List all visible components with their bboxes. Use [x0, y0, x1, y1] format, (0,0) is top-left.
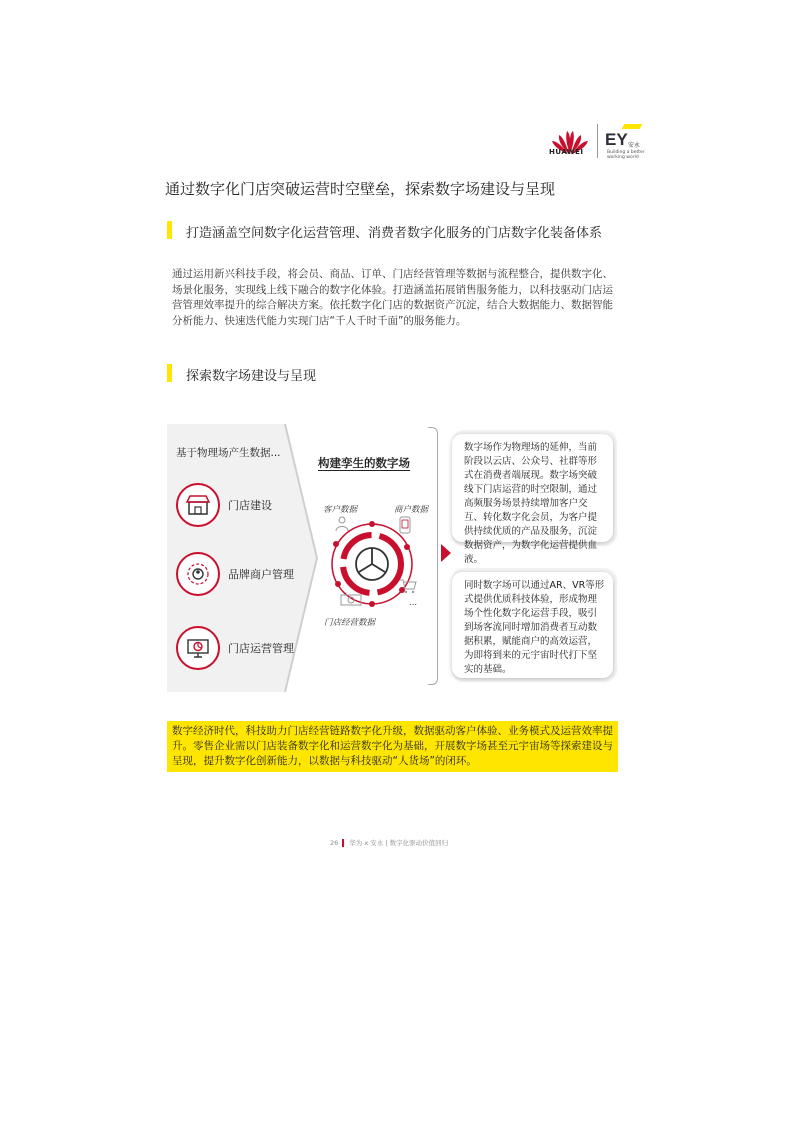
info-card-1-wrap [452, 430, 617, 565]
customer-data-label: 客户数据 [323, 505, 358, 515]
storefront-icon [176, 483, 220, 527]
physical-item-store-ops [176, 626, 294, 670]
huawei-logo-icon [549, 122, 591, 162]
ey-logo: EY [605, 130, 628, 149]
section1-paragraph: 通过运用新兴科技手段，将会员、商品、订单、门店经营管理等数据与流程整合，提供数字化、场景化服务，实现线上线下融合的数字化体验。打造涵盖拓展销售服务能力，以科技驱动门店运营管理效率提升的综合解决方案。依托数字化门店的数据资产沉淀，结合大数据能力、数据智能分析能力、快速迭代能力实现门店“千人千时千面”的服务能力。 [172, 268, 613, 327]
info-card-2-wrap [452, 568, 617, 682]
page-footer [330, 838, 448, 847]
cards-bracket [428, 427, 438, 685]
monitor-chart-icon [176, 626, 220, 670]
physical-field-label: 基于物理场产生数据... [176, 447, 281, 459]
info-card-1: 数字场作为物理场的延伸，当前阶段以云店、公众号、社群等形式在消费者端展现。数字场突破线下门店运营的时空限制，通过高频服务场景持续增加客户交互、转化数字化会员，为客户提供持续优质的产品及服务，沉淀数据资产，为数字化运营提供血液。 [452, 434, 613, 542]
merchant-data-label: 商户数据 [394, 505, 429, 515]
digital-twin-title: 构建孪生的数字场 [318, 456, 410, 470]
huawei-wordmark: HUAWEI [549, 148, 584, 156]
ey-logo-bar-icon [622, 124, 643, 129]
page-title: 通过数字化门店突破运营时空壁垒，探索数字场建设与呈现 [165, 180, 556, 198]
merchant-network-icon [176, 552, 220, 596]
more-data-label: ... [409, 598, 418, 608]
pointer-arrow-icon [441, 544, 451, 562]
section2-title: 探索数字场建设与呈现 [186, 369, 317, 384]
page-number: 26 [330, 839, 339, 847]
store-data-label: 门店经营数据 [324, 618, 376, 628]
logo-separator [597, 124, 598, 158]
customer-group-icon [333, 515, 351, 533]
info-card-2: 同时数字场可以通过AR、VR等形式提供优质科技体验，形成物理场个性化数字化运营手段，吸引到场客流同时增加消费者互动数据积累，赋能商户的高效运营，为即将到来的元宇宙时代打下坚实的基础。 [452, 572, 613, 678]
physical-item-label: 门店建设 [228, 499, 272, 512]
physical-item-brand-merchant [176, 552, 294, 596]
physical-item-store-build [176, 483, 272, 527]
physical-item-label: 门店运营管理 [228, 642, 294, 655]
cash-icon [340, 592, 362, 608]
ey-tagline: Building a better working world [607, 150, 645, 160]
section2-marker [167, 364, 172, 382]
section1-marker [167, 221, 172, 239]
physical-item-label: 品牌商户管理 [228, 568, 294, 581]
cart-icon [399, 578, 417, 594]
footer-text: 华为 x 安永 | 数字化驱动价值回归 [349, 839, 449, 847]
section1-title: 打造涵盖空间数字化运营管理、消费者数字化服务的门店数字化装备体系 [186, 226, 603, 241]
summary-highlight: 数字经济时代，科技助力门店经营链路数字化升级，数据驱动客户体验、业务模式及运营效率提升。零售企业需以门店装备数字化和运营数字化为基础，开展数字场甚至元宇宙场等探索建设与呈现，提升数字化创新能力，以数据与科技驱动“人货场”的闭环。 [167, 721, 618, 772]
ey-cn-name: 安永 [628, 142, 641, 149]
footer-divider [342, 839, 344, 847]
merchant-phone-icon [397, 516, 413, 534]
